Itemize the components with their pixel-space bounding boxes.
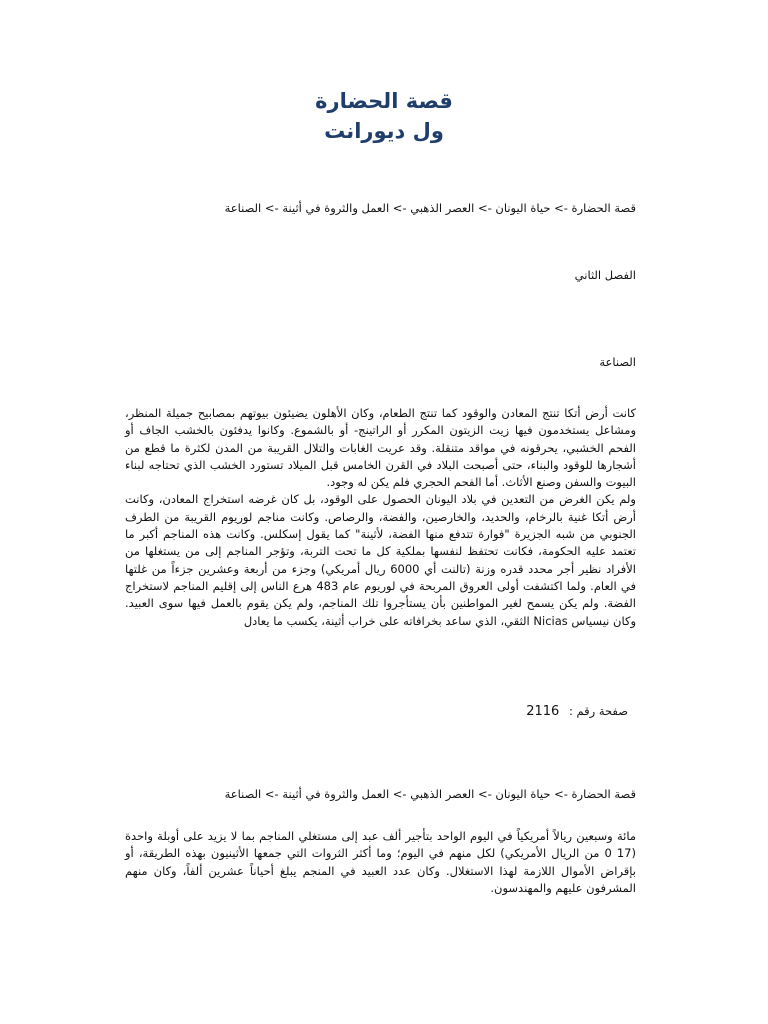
- breadcrumb: قصة الحضارة -> حياة اليونان -> العصر الذهبي -> العمل والثروة في أثينة -> الصناعة: [224, 201, 636, 215]
- breadcrumb-repeat: قصة الحضارة -> حياة اليونان -> العصر الذهبي -> العمل والثروة في أثينة -> الصناعة: [224, 787, 636, 801]
- page-number: 2116: [526, 704, 560, 719]
- section-heading: الصناعة: [599, 355, 636, 369]
- page-footer: [526, 704, 628, 719]
- continuation-text: مائة وسبعين ريالاً أمريكياً في اليوم الواحد بتأجير ألف عبد إلى مستغلي المناجم بما لا يزيد على أوبلة واحدة (17 0 من الريال الأمريكي) لكل منهم في اليوم؛ وما أكثر الثروات التي جمعها الأثينيون بهذه الطريقة، أو بإقراض الأموال اللازمة لهذا الاستغلال. وكان عدد العبيد في المنجم يبلغ أحياناً عشرين ألفاً، وكان منهم المشرفون عليهم والمهندسون.: [125, 829, 636, 895]
- page-label: صفحة رقم :: [568, 704, 628, 718]
- book-author: ول ديورانت: [324, 119, 444, 143]
- body-text: [125, 405, 636, 630]
- chapter-heading: الفصل الثاني: [574, 268, 636, 282]
- paragraph: ولم يكن الغرض من التعدين في بلاد اليونان الحصول على الوقود، بل كان غرضه استخراج المعادن، وكانت أرض أتكا غنية بالرخام، والحديد، والخارصين، والفضة، والرصاص. وكانت مناجم لوريوم القريبة من الطرف الجنوبي من شبه الجزيرة "فوارة تتدفع منها الفضة، لأثينة" كما يقول إسكلس. وكانت هذه المناجم أكبر ما تعتمد عليه الحكومة، فكانت تحتفظ لنفسها بملكية كل ما تحت التربة، وتؤجر المناجم إلى من يستغلها من الأفراد نظير أجر محدد قدره وزنة (تالنت أي 6000 ريال أمريكي) وجزء من أربعة وعشرين جزءاً من غلتها في العام. ولما اكتشفت أولى العروق المربحة في لوريوم عام 483 هرع الناس إلى إقليم المناجم لاستخراج الفضة. ولم يكن يسمح لغير المواطنين بأن يستأجروا تلك المناجم، ولم يكن يقوم بالعمل فيها سوى العبيد. وكان نيسياس Nicias الثقي، الذي ساعد بخرافاته على خراب أثينة، يكسب ما يعادل: [125, 492, 636, 628]
- book-title: قصة الحضارة: [315, 89, 453, 113]
- paragraph: كانت أرض أتكا تنتج المعادن والوقود كما تنتج الطعام، وكان الأهلون يضيئون بيوتهم بمصابيح جميلة المنظر، ومشاعل يستخدمون فيها زيت الزيتون المكرر أو الراتينج- أو بالشموع. وكانوا يدفئون بالخشب الجاف أو الفحم الخشبي، يحرقونه في مواقد متنقلة. وقد عريت الغابات والتلال القريبة من المدن لكثرة ما قطع من أشجارها للوقود والبناء، حتى أصبحت البلاد في القرن الخامس قبل الميلاد تستورد الخشب الذي تحتاجه لبناء البيوت والسفن وصنع الأثاث. أما الفحم الحجري فلم يكن له وجود.: [125, 406, 636, 490]
